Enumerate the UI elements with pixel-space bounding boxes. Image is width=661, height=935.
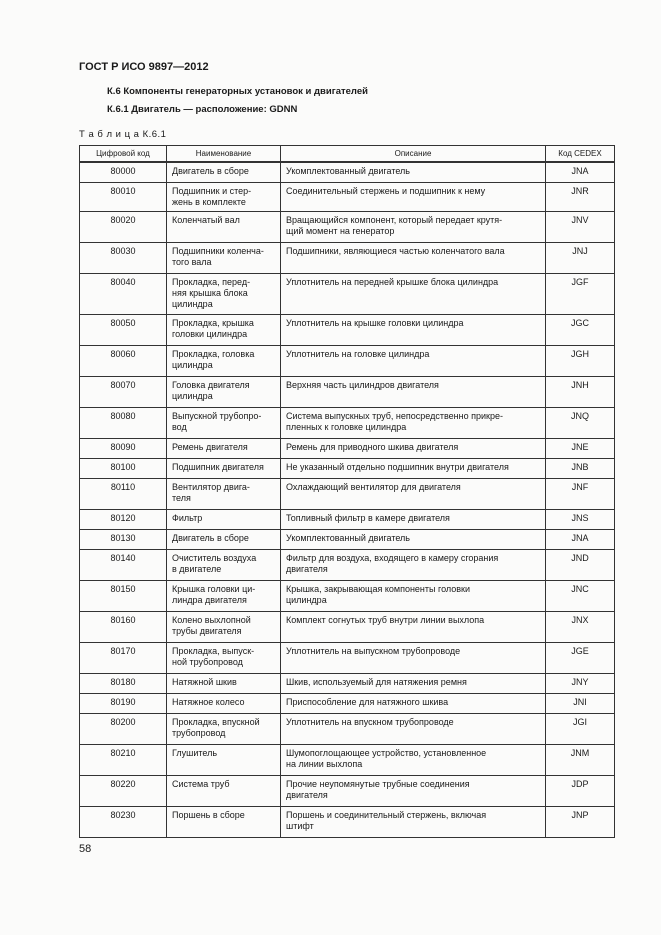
- cell-name: Поршень в сборе: [167, 806, 281, 837]
- cell-code: 80040: [80, 273, 167, 314]
- cell-description: Верхняя часть цилиндров двигателя: [281, 376, 546, 407]
- cell-description: Система выпускных труб, непосредственно прикре- пленных к головке цилиндра: [281, 407, 546, 438]
- cell-name: Выпускной трубопро- вод: [167, 407, 281, 438]
- cell-name: Двигатель в сборе: [167, 162, 281, 182]
- cell-description: Уплотнитель на передней крышке блока цилиндра: [281, 273, 546, 314]
- cell-name: Натяжное колесо: [167, 693, 281, 713]
- table-row: [80, 744, 615, 775]
- cell-code: 80070: [80, 376, 167, 407]
- cell-name: Фильтр: [167, 509, 281, 529]
- cell-code: 80200: [80, 713, 167, 744]
- cell-description: Не указанный отдельно подшипник внутри двигателя: [281, 458, 546, 478]
- table-row: [80, 314, 615, 345]
- cell-code: 80190: [80, 693, 167, 713]
- cell-cedex: JNX: [546, 611, 615, 642]
- cell-description: Топливный фильтр в камере двигателя: [281, 509, 546, 529]
- cell-cedex: JNJ: [546, 242, 615, 273]
- cell-cedex: JNI: [546, 693, 615, 713]
- table-row: [80, 458, 615, 478]
- table-row: [80, 529, 615, 549]
- column-header-name: Наименование: [167, 146, 281, 163]
- cell-cedex: JDP: [546, 775, 615, 806]
- cell-name: Система труб: [167, 775, 281, 806]
- table-row: [80, 182, 615, 211]
- cell-description: Уплотнитель на крышке головки цилиндра: [281, 314, 546, 345]
- table-row: [80, 407, 615, 438]
- cell-code: 80210: [80, 744, 167, 775]
- table-row: [80, 775, 615, 806]
- cell-description: Уплотнитель на головке цилиндра: [281, 345, 546, 376]
- cell-code: 80150: [80, 580, 167, 611]
- cell-code: 80000: [80, 162, 167, 182]
- cell-description: Приспособление для натяжного шкива: [281, 693, 546, 713]
- cell-cedex: JGI: [546, 713, 615, 744]
- cell-cedex: JNC: [546, 580, 615, 611]
- cell-cedex: JNV: [546, 211, 615, 242]
- cell-code: 80180: [80, 673, 167, 693]
- components-table: [79, 145, 615, 838]
- cell-code: 80170: [80, 642, 167, 673]
- table-row: [80, 713, 615, 744]
- cell-cedex: JGC: [546, 314, 615, 345]
- table-row: [80, 509, 615, 529]
- cell-description: Соединительный стержень и подшипник к нему: [281, 182, 546, 211]
- cell-code: 80230: [80, 806, 167, 837]
- cell-description: Укомплектованный двигатель: [281, 162, 546, 182]
- cell-name: Ремень двигателя: [167, 438, 281, 458]
- cell-cedex: JNY: [546, 673, 615, 693]
- cell-cedex: JND: [546, 549, 615, 580]
- table-row: [80, 611, 615, 642]
- cell-name: Крышка головки ци- линдра двигателя: [167, 580, 281, 611]
- cell-code: 80080: [80, 407, 167, 438]
- column-header-description: Описание: [281, 146, 546, 163]
- cell-cedex: JNA: [546, 529, 615, 549]
- table-caption: Т а б л и ц а К.6.1: [79, 129, 167, 140]
- cell-name: Подшипник и стер- жень в комплекте: [167, 182, 281, 211]
- cell-name: Прокладка, головка цилиндра: [167, 345, 281, 376]
- section-heading-k6: К.6 Компоненты генераторных установок и двигателей: [107, 86, 368, 97]
- cell-cedex: JGF: [546, 273, 615, 314]
- column-header-code: Цифровой код: [80, 146, 167, 163]
- cell-cedex: JNA: [546, 162, 615, 182]
- table-row: [80, 478, 615, 509]
- table-row: [80, 345, 615, 376]
- cell-description: Уплотнитель на впускном трубопроводе: [281, 713, 546, 744]
- table-row: [80, 273, 615, 314]
- cell-description: Уплотнитель на выпускном трубопроводе: [281, 642, 546, 673]
- cell-cedex: JNE: [546, 438, 615, 458]
- cell-description: Охлаждающий вентилятор для двигателя: [281, 478, 546, 509]
- cell-name: Двигатель в сборе: [167, 529, 281, 549]
- cell-description: Прочие неупомянутые трубные соединения двигателя: [281, 775, 546, 806]
- table-row: [80, 376, 615, 407]
- section-heading-k61: К.6.1 Двигатель — расположение: GDNN: [107, 104, 298, 115]
- cell-code: 80160: [80, 611, 167, 642]
- cell-code: 80100: [80, 458, 167, 478]
- cell-cedex: JNF: [546, 478, 615, 509]
- cell-description: Подшипники, являющиеся частью коленчатого вала: [281, 242, 546, 273]
- table-row: [80, 580, 615, 611]
- cell-name: Глушитель: [167, 744, 281, 775]
- document-header: ГОСТ Р ИСО 9897—2012: [79, 61, 209, 73]
- cell-name: Коленчатый вал: [167, 211, 281, 242]
- cell-name: Очиститель воздуха в двигателе: [167, 549, 281, 580]
- cell-description: Вращающийся компонент, который передает крутя- щий момент на генератор: [281, 211, 546, 242]
- cell-cedex: JNP: [546, 806, 615, 837]
- cell-name: Подшипник двигателя: [167, 458, 281, 478]
- table-row: [80, 673, 615, 693]
- cell-description: Шкив, используемый для натяжения ремня: [281, 673, 546, 693]
- table-row: [80, 549, 615, 580]
- cell-code: 80130: [80, 529, 167, 549]
- table-header-row: [80, 146, 615, 163]
- column-header-cedex: Код CEDEX: [546, 146, 615, 163]
- cell-description: Ремень для приводного шкива двигателя: [281, 438, 546, 458]
- cell-code: 80220: [80, 775, 167, 806]
- cell-name: Головка двигателя цилиндра: [167, 376, 281, 407]
- cell-name: Колено выхлопной трубы двигателя: [167, 611, 281, 642]
- cell-cedex: JNM: [546, 744, 615, 775]
- cell-cedex: JNB: [546, 458, 615, 478]
- table-row: [80, 211, 615, 242]
- cell-code: 80060: [80, 345, 167, 376]
- table-row: [80, 642, 615, 673]
- cell-description: Крышка, закрывающая компоненты головки цилиндра: [281, 580, 546, 611]
- cell-cedex: JNR: [546, 182, 615, 211]
- cell-code: 80120: [80, 509, 167, 529]
- cell-description: Фильтр для воздуха, входящего в камеру сгорания двигателя: [281, 549, 546, 580]
- cell-name: Вентилятор двига- теля: [167, 478, 281, 509]
- cell-code: 80030: [80, 242, 167, 273]
- cell-description: Укомплектованный двигатель: [281, 529, 546, 549]
- cell-description: Шумопоглощающее устройство, установленное на линии выхлопа: [281, 744, 546, 775]
- cell-name: Прокладка, крышка головки цилиндра: [167, 314, 281, 345]
- cell-name: Натяжной шкив: [167, 673, 281, 693]
- cell-name: Прокладка, выпуск- ной трубопровод: [167, 642, 281, 673]
- cell-name: Подшипники коленча- того вала: [167, 242, 281, 273]
- cell-code: 80050: [80, 314, 167, 345]
- cell-description: Комплект согнутых труб внутри линии выхлопа: [281, 611, 546, 642]
- cell-description: Поршень и соединительный стержень, включая штифт: [281, 806, 546, 837]
- cell-name: Прокладка, впускной трубопровод: [167, 713, 281, 744]
- table-body: [80, 162, 615, 837]
- cell-cedex: JGE: [546, 642, 615, 673]
- page-number: 58: [79, 843, 92, 855]
- table-row: [80, 162, 615, 182]
- cell-name: Прокладка, перед- няя крышка блока цилиндра: [167, 273, 281, 314]
- cell-code: 80110: [80, 478, 167, 509]
- cell-code: 80020: [80, 211, 167, 242]
- cell-cedex: JNQ: [546, 407, 615, 438]
- table-row: [80, 806, 615, 837]
- cell-code: 80010: [80, 182, 167, 211]
- table-row: [80, 242, 615, 273]
- cell-cedex: JNH: [546, 376, 615, 407]
- table-row: [80, 693, 615, 713]
- cell-cedex: JGH: [546, 345, 615, 376]
- table-row: [80, 438, 615, 458]
- cell-cedex: JNS: [546, 509, 615, 529]
- cell-code: 80140: [80, 549, 167, 580]
- cell-code: 80090: [80, 438, 167, 458]
